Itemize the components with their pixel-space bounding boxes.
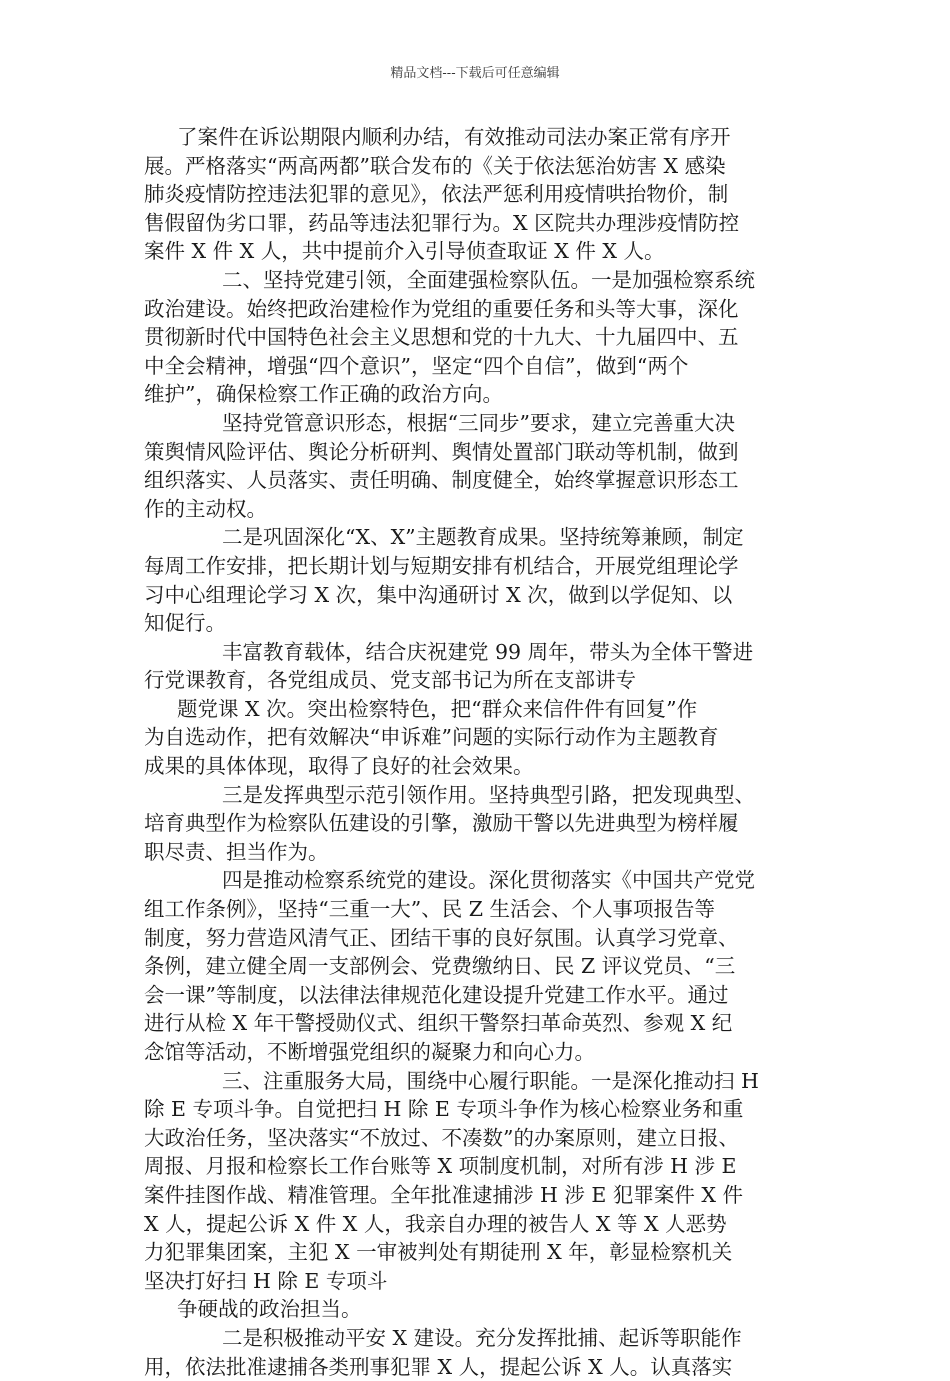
text-line: 争硬战的政治担当。	[177, 1297, 362, 1322]
text-line: 念馆等活动，不断增强党组织的凝聚力和向心力。	[144, 1040, 595, 1064]
text-line: 大政治任务，坚决落实“不放过、不凑数”的办案原则，建立日报、	[144, 1125, 739, 1150]
text-line: 坚持党管意识形态，根据“三同步”要求，建立完善重大决	[222, 410, 735, 435]
text-line: X 人，提起公诉 X 件 X 人，我亲自办理的被告人 X 等 X 人恶势	[144, 1211, 727, 1236]
text-line: 成果的具体体现，取得了良好的社会效果。	[144, 754, 534, 779]
document-body	[144, 123, 812, 1381]
text-line: 丰富教育载体，结合庆祝建党 99 周年，带头为全体干警进	[222, 639, 754, 664]
page-header: 精品文档---下载后可任意编辑	[390, 66, 560, 81]
text-line: 中全会精神，增强“四个意识”，坚定“四个自信”，做到“两个	[144, 353, 689, 378]
text-line: 每周工作安排，把长期计划与短期安排有机结合，开展党组理论学	[144, 553, 739, 578]
text-line: 三是发挥典型示范引领作用。坚持典型引路，把发现典型、	[222, 782, 755, 807]
text-line: 二是巩固深化“X、X”主题教育成果。坚持统筹兼顾，制定	[222, 525, 744, 550]
text-line: 二、坚持党建引领，全面建强检察队伍。一是加强检察系统	[222, 267, 755, 292]
text-line: 维护”，确保检察工作正确的政治方向。	[144, 382, 503, 407]
text-line: 周报、月报和检察长工作台账等 X 项制度机制，对所有涉 H 涉 E	[144, 1154, 737, 1179]
text-line: 肺炎疫情防控违法犯罪的意见》，依法严惩利用疫情哄抬物价，制	[144, 182, 729, 207]
text-line: 三、注重服务大局，围绕中心履行职能。一是深化推动扫 H	[222, 1068, 759, 1093]
text-line: 除 E 专项斗争。自觉把扫 H 除 E 专项斗争作为核心检察业务和重	[144, 1097, 744, 1122]
text-line: 习中心组理论学习 X 次，集中沟通研讨 X 次，做到以学促知、以	[144, 582, 733, 607]
text-line: 制度，努力营造风清气正、团结干事的良好氛围。认真学习党章、	[144, 925, 739, 950]
text-line: 作的主动权。	[144, 496, 267, 521]
text-line: 力犯罪集团案，主犯 X 一审被判处有期徒刑 X 年，彰显检察机关	[144, 1240, 733, 1265]
text-line: 会一课”等制度，以法律法律规范化建设提升党建工作水平。通过	[144, 982, 729, 1007]
text-line: 题党课 X 次。突出检察特色，把“群众来信件件有回复”作	[177, 696, 698, 721]
text-line: 案件 X 件 X 人，共中提前介入引导侦查取证 X 件 X 人。	[144, 239, 665, 264]
text-line: 知促行。	[144, 611, 226, 636]
text-line: 组织落实、人员落实、责任明确、制度健全，始终掌握意识形态工	[144, 468, 739, 493]
text-line: 售假留伪劣口罪，药品等违法犯罪行为。X 区院共办理涉疫情防控	[144, 210, 740, 235]
text-line: 条例，建立健全周一支部例会、党费缴纳日、民 Z 评议党员、“三	[144, 954, 736, 979]
text-line: 培育典型作为检察队伍建设的引擎，激励干警以先进典型为榜样履	[144, 811, 739, 836]
text-line: 进行从检 X 年干警授勋仪式、组织干警祭扫革命英烈、参观 X 纪	[144, 1011, 733, 1036]
text-line: 为自选动作，把有效解决“申诉难”问题的实际行动作为主题教育	[144, 725, 719, 750]
text-line: 四是推动检察系统党的建设。深化贯彻落实《中国共产党党	[222, 868, 755, 893]
text-line: 贯彻新时代中国特色社会主义思想和党的十九大、十九届四中、五	[144, 325, 739, 350]
text-line: 坚决打好扫 H 除 E 专项斗	[144, 1268, 388, 1293]
text-line: 行党课教育，各党组成员、党支部书记为所在支部讲专	[144, 668, 636, 693]
text-line: 二是积极推动平安 X 建设。充分发挥批捕、起诉等职能作	[222, 1325, 742, 1350]
text-line: 政治建设。始终把政治建检作为党组的重要任务和头等大事，深化	[144, 296, 739, 321]
text-line: 展。严格落实“两高两都”联合发布的《关于依法惩治妨害 X 感染	[144, 153, 726, 178]
text-line: 用，依法批准逮捕各类刑事犯罪 X 人，提起公诉 X 人。认真落实	[144, 1354, 733, 1379]
text-line: 组工作条例》，坚持“三重一大”、民 Z 生活会、个人事项报告等	[144, 897, 715, 922]
text-line: 了案件在诉讼期限内顺利办结，有效推动司法办案正常有序开	[177, 125, 731, 149]
text-line: 职尽责、担当作为。	[144, 839, 329, 864]
text-line: 案件挂图作战、精准管理。全年批准逮捕涉 H 涉 E 犯罪案件 X 件	[144, 1182, 744, 1207]
text-line: 策舆情风险评估、舆论分析研判、舆情处置部门联动等机制，做到	[144, 439, 739, 464]
